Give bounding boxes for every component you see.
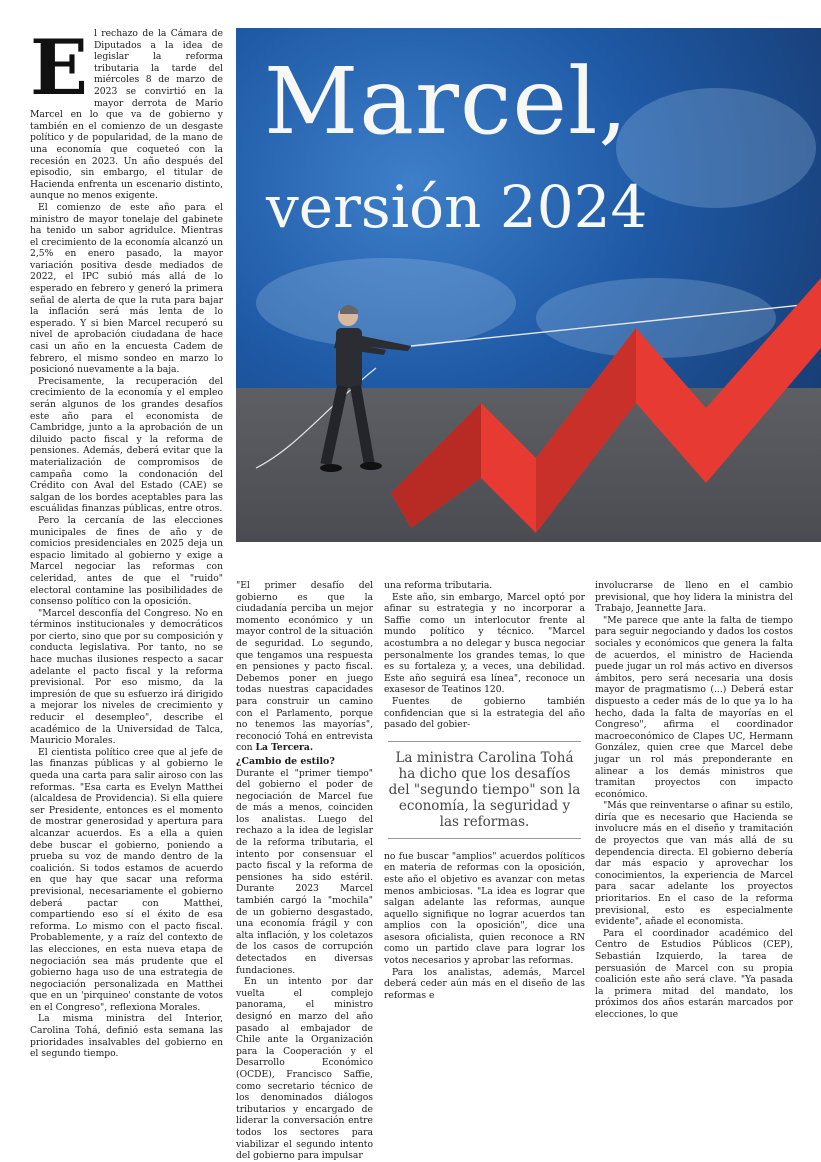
drop-cap: E xyxy=(30,23,88,112)
source-name: La Tercera. xyxy=(255,742,314,754)
zigzag-arrow-shadow xyxy=(536,328,636,533)
article-left-column xyxy=(30,23,223,1060)
body-paragraph: Pero la cercanía de las elecciones municipales de fines de año y de comicios presidenciales en 2025 deja un espacio limitado al gobierno y exige a Marcel negociar las reformas con celeridad, antes de que el "ruido" electoral contamine las posibilidades de consenso político con la oposición. xyxy=(30,514,223,608)
body-paragraph: "Me parece que ante la falta de tiempo para seguir negociando y dados los costos sociales y económicos que genera la falta de acuerdos, el ministro de Hacienda puede jugar un rol más activo en diversos ámbitos, pero será necesaria una dosis mayor de pragmatismo (...) Deberá estar dispuesto a ceder más de lo que ya lo ha hecho, dada la falta de mayorías en el Congreso", afirma el coordinador macroeconómico de Clapes UC, Hermann González, quien cree que Marcel debe jugar un rol más preponderante en alinear a los demás ministros que tramitan proyectos con impacto económico. xyxy=(595,614,793,800)
body-paragraph: una reforma tributaria. xyxy=(384,580,493,591)
body-paragraph: El cientista político cree que al jefe de las finanzas públicas y al gobierno le queda una carta para salir airoso con las reformas. "Esa carta es Evelyn Matthei (alcaldesa de Providencia). Si ella quiere ser Presidente, entonces es el momento de mostrar generosidad y apertura para alcanzar acuerdos. Es a ella a quien debe buscar el gobierno, poniendo a prueba su voz de mando dentro de la coalición. Si todos estamos de acuerdo en que hay que sacar una reforma previsional, necesariamente el gobierno deberá pactar con Matthei, compartiendo eso sí el éxito de esa reforma. Lo mismo con el pacto fiscal. Probablemente, y a raíz del contexto de las elecciones, en esta nueva etapa de negociación sea más prudente que el gobierno haga uso de una estrategia de negociación personalizada en Matthei que en un 'pirquineo' constante de votos en el Congreso", reflexiona Morales. xyxy=(30,746,223,1013)
headline-line-2: versión 2024 xyxy=(266,173,648,241)
body-paragraph: no fue buscar "amplios" acuerdos políticos en materia de reformas con la oposición, este año el objetivo es avanzar con metas menos ambiciosas. "La idea es lograr que salgan adelante las reformas, aunque aquello signifique no lograr acuerdos tan amplios con la oposición", dice una asesora oficialista, quien reconoce a RN como un partido clave para lograr los votos necesarios y aprobar las reformas. xyxy=(384,850,585,967)
body-paragraph: "El primer desafío del gobierno es que la ciudadanía perciba un mejor momento económico y un mayor control de la situación de seguridad. Lo segundo, que tengamos una respuesta en pensiones y pacto fiscal. Debemos poner en juego todas nuestras capacidades para construir un camino con el Parlamento, porque no tenemos las mayorías", reconoció Tohá en entrevista con La Tercera. xyxy=(236,580,373,754)
body-paragraph: Para los analistas, además, Marcel deberá ceder aún más en el diseño de las reformas e xyxy=(384,966,585,1001)
rope-line xyxy=(411,303,821,346)
body-paragraph: "Más que reinventarse o afinar su estilo, diría que es necesario que Hacienda se involucre más en el diseño y tramitación de proyectos que van más allá de su dependencia directa. El gobierno debería dar más espacio y aprovechar los conocimientos, la experiencia de Marcel para sacar adelante los proyectos prioritarios. En el caso de la reforma previsional, esto es especialmente evidente", añade el economista. xyxy=(595,800,793,928)
article-column-2 xyxy=(236,580,373,1162)
body-paragraph: involucrarse de lleno en el cambio previsional, que hoy lidera la ministra del Trabajo, Jeannette Jara. xyxy=(595,580,793,615)
body-paragraph: Durante el "primer tiempo" del gobierno el poder de negociación de Marcel fue de más a menos, coinciden los analistas. Luego del rechazo a la idea de legislar de la reforma tributaria, el intento por consensuar el pacto fiscal y la reforma de pensiones ha sido estéril. Durante 2023 Marcel también cargó la "mochila" de un gobierno desgastado, una economía frágil y con alta inflación, y los coletazos de los casos de corrupción detectados en diversas fundaciones. xyxy=(236,767,373,976)
body-paragraph: Este año, sin embargo, Marcel optó por afinar su estrategia y no incorporar a Saffie como un interlocutor frente al mundo político y técnico. "Marcel acostumbra a no delegar y busca negociar personalmente los grandes temas, lo que es su fortaleza y, a veces, una debilidad. Este año seguirá esa línea", reconoce un exasesor de Teatinos 120. xyxy=(384,591,585,696)
businessman-figure xyxy=(320,305,411,472)
pull-quote: La ministra Carolina Tohá ha dicho que los desafíos del "segundo tiempo" son la economía, la seguridad y las reformas. xyxy=(388,741,581,839)
zigzag-arrow-shadow xyxy=(391,403,481,528)
article-column-4 xyxy=(595,580,793,1021)
body-paragraph: En un intento por dar vuelta el complejo panorama, el ministro designó en marzo del año pasado al embajador de Chile ante la Organización para la Cooperación y el Desarrollo Económico (OCDE), Francisco Saffie, como secretario técnico de los denominados diálogos tributarios y encargado de liderar la conversación entre todos los sectores para viabilizar el segundo intento del gobierno para impulsar xyxy=(236,976,373,1162)
body-paragraph: La misma ministra del Interior, Carolina Tohá, definió esta semana las prioridades insalvables del gobierno en el segundo tiempo. xyxy=(30,1013,223,1060)
subheading: ¿Cambio de estilo? xyxy=(236,755,335,767)
body-paragraph: El comienzo de este año para el ministro de mayor tonelaje del gabinete ha tenido un sabor agridulce. Mientras el crecimiento de la economía alcanzó un 2,5% en enero pasado, la mayor variación positiva desde mediados de 2022, el IPC subió más allá de lo esperado en febrero y generó la primera señal de alerta de que la ruta para bajar la inflación será más lenta de lo esperado. Y si bien Marcel recuperó su nivel de aprobación ciudadana de hace casi un año en la encuesta Cadem de febrero, el mismo sondeo en marzo lo posicionó nuevamente a la baja. xyxy=(30,201,223,376)
body-paragraph: Fuentes de gobierno también confidencian que si la estrategia del año pasado del gobier- xyxy=(384,695,585,731)
body-paragraph: Para el coordinador académico del Centro de Estudios Públicos (CEP), Sebastián Izquierdo, la tarea de persuasión de Marcel con su propia coalición este año será clave. "Ya pasada la primera mitad del mandato, los próximos dos años estarán marcados por elecciones, lo que xyxy=(595,927,793,1020)
body-paragraph: "Marcel desconfía del Congreso. No en términos institucionales y democráticos por cierto, sino que por su composición y conducta legislativa. Por tanto, no se hace muchas ilusiones respecto a sacar adelante el pacto fiscal y la reforma previsional. Por eso mismo, da la impresión de que su esfuerzo irá dirigido a mejorar los niveles de crecimiento y reducir el desempleo", describe el académico de la Universidad de Talca, Mauricio Morales. xyxy=(30,607,223,747)
headline-line-1: Marcel, xyxy=(264,48,629,155)
article-column-3 xyxy=(384,580,585,1001)
body-paragraph: l rechazo de la Cámara de Diputados a la idea de legislar la reforma tributaria la tarde del miércoles 8 de marzo de 2023 se convirtió en la mayor derrota de Mario Marcel en lo que va de gobierno y también en el comienzo de un desgaste político y de popularidad, de la mano de una economía que coqueteó con la recesión en 2023. Un año después del episodio, sin embargo, el titular de Hacienda enfrenta un escenario distinto, aunque no menos exigente. xyxy=(30,28,223,202)
body-paragraph: Precisamente, la recuperación del crecimiento de la economía y el empleo serán algunos de los grandes desafíos este año para el economista de Cambridge, junto a la aprobación de un diluido pacto fiscal y la reforma de pensiones. Además, deberá evitar que la materialización de compromisos de campaña como la condonación del Crédito con Aval del Estado (CAE) se salgan de los bordes aceptables para las escuálidas finanzas públicas, entre otros. xyxy=(30,375,223,515)
hero-illustration xyxy=(236,28,821,542)
